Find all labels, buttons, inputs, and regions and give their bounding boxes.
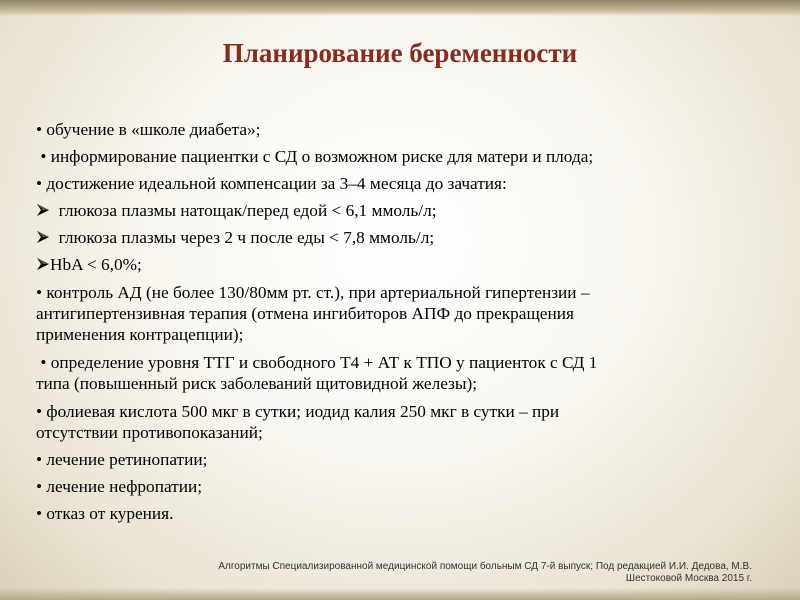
bullet-item bbox=[36, 352, 736, 394]
citation-line: Алгоритмы Специализированной медицинской помощи больным СД 7-й выпуск; Под редакцией И.И. Дедова, М.В. bbox=[218, 561, 752, 572]
bullet-text: • лечение ретинопатии; bbox=[36, 450, 208, 469]
citation-line: Шестоковой Москва 2015 г. bbox=[625, 573, 752, 584]
bullet-text: • лечение нефропатии; bbox=[36, 477, 203, 496]
arrow-bullet-icon bbox=[36, 203, 50, 217]
bullet-text: • контроль АД (не более 130/80мм рт. ст.), при артериальной гипертензии – антигипертензивная терапия (отмена ингибиторов АПФ до прекращения применения контрацепции); bbox=[36, 283, 590, 344]
bullet-text: • отказ от курения. bbox=[36, 504, 174, 523]
sub-item-text: глюкоза плазмы через 2 ч после еды < 7,8 ммоль/л; bbox=[50, 228, 435, 247]
bullet-text: • информирование пациентки с СД о возможном риске для матери и плода; bbox=[36, 147, 594, 166]
source-citation bbox=[52, 561, 752, 585]
bullet-text: • обучение в «школе диабета»; bbox=[36, 120, 261, 139]
bottom-decor-band bbox=[0, 588, 800, 600]
sub-item bbox=[36, 228, 736, 248]
bullet-item bbox=[36, 147, 736, 167]
bullet-item bbox=[36, 504, 736, 524]
top-decor-band bbox=[0, 0, 800, 16]
slide-title: Планирование беременности bbox=[222, 38, 578, 68]
slide-content bbox=[36, 120, 736, 531]
bullet-item bbox=[36, 450, 736, 470]
bullet-text: • определение уровня ТТГ и свободного Т4 + АТ к ТПО у пациенток с СД 1 типа (повышенный риск заболеваний щитовидной железы); bbox=[36, 353, 598, 393]
bullet-item bbox=[36, 120, 736, 140]
sub-item-text: глюкоза плазмы натощак/перед едой < 6,1 ммоль/л; bbox=[50, 201, 437, 220]
bullet-item bbox=[36, 477, 736, 497]
bullet-text: • фолиевая кислота 500 мкг в сутки; иодид калия 250 мкг в сутки – при отсутствии противопоказаний; bbox=[36, 402, 560, 442]
arrow-bullet-icon bbox=[36, 230, 50, 244]
arrow-bullet-icon bbox=[36, 257, 50, 271]
bullet-item bbox=[36, 174, 736, 194]
sub-item bbox=[36, 201, 736, 221]
bullet-text: • достижение идеальной компенсации за 3–4 месяца до зачатия: bbox=[36, 174, 507, 193]
sub-item bbox=[36, 255, 736, 275]
sub-item-text: HbA < 6,0%; bbox=[50, 255, 142, 274]
bullet-item bbox=[36, 282, 736, 345]
bullet-item bbox=[36, 401, 736, 443]
